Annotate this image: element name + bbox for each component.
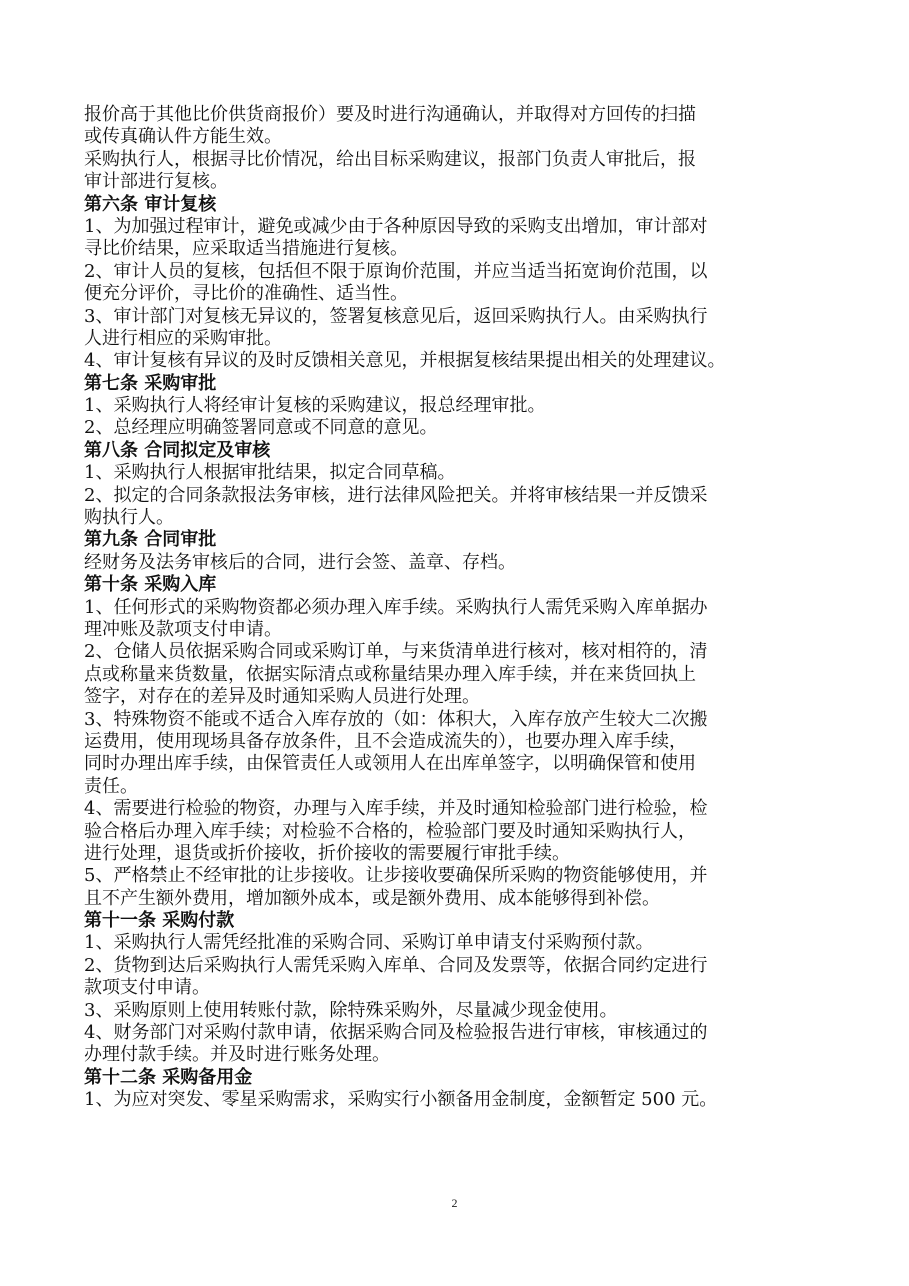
body-text-line: 报价高于其他比价供货商报价）要及时进行沟通确认，并取得对方回传的扫描 [84,104,696,125]
body-text-line: 2、总经理应明确签署同意或不同意的意见。 [84,417,438,439]
body-text-line: 理冲账及款项支付申请。 [84,618,282,640]
page-number: 2 [451,1196,458,1210]
section-heading: 第八条 合同拟定及审核 [84,439,271,461]
body-text-line: 1、采购执行人将经审计复核的采购建议，报总经理审批。 [84,395,546,417]
section-heading: 第七条 采购审批 [84,372,217,394]
body-text-line: 购执行人。 [84,507,174,529]
body-text-line: 签字，对存在的差异及时通知采购人员进行处理。 [84,686,480,708]
body-text-line: 2、拟定的合同条款报法务审核，进行法律风险把关。并将审核结果一并反馈采 [84,484,708,506]
body-text-line: 2、仓储人员依据采购合同或采购订单，与来货清单进行核对，核对相符的，清 [84,641,708,663]
body-text-line: 1、为加强过程审计，避免或减少由于各种原因导致的采购支出增加，审计部对 [84,215,708,237]
body-text-line: 3、采购原则上使用转账付款，除特殊采购外，尽量减少现金使用。 [84,999,618,1021]
body-text-line: 2、货物到达后采购执行人需凭采购入库单、合同及发票等，依据合同约定进行 [84,954,708,976]
body-text-line: 1、为应对突发、零星采购需求，采购实行小额备用金制度，金额暂定 500 元。 [84,1089,718,1111]
body-text-line: 便充分评价，寻比价的准确性、适当性。 [84,283,408,305]
body-text-line: 审计部进行复核。 [84,171,228,193]
body-text-line: 1、采购执行人需凭经批准的采购合同、采购订单申请支付采购预付款。 [84,932,654,954]
body-text-line: 经财务及法务审核后的合同，进行会签、盖章、存档。 [84,551,516,573]
body-text-line: 或传真确认件方能生效。 [84,126,282,148]
body-text-line: 3、特殊物资不能或不适合入库存放的（如：体积大，入库存放产生较大二次搬 [84,708,708,730]
body-text-line: 同时办理出库手续，由保管责任人或领用人在出库单签字，以明确保管和使用 [84,753,696,775]
body-text-line: 验合格后办理入库手续；对检验不合格的，检验部门要及时通知采购执行人， [84,820,696,842]
body-text-line: 4、财务部门对采购付款申请，依据采购合同及检验报告进行审核，审核通过的 [84,1022,708,1044]
body-text-line: 进行处理，退货或折价接收，折价接收的需要履行审批手续。 [84,842,570,864]
body-text-line: 1、采购执行人根据审批结果，拟定合同草稿。 [84,462,456,484]
section-heading: 第九条 合同审批 [84,529,217,551]
body-text-line: 寻比价结果，应采取适当措施进行复核。 [84,238,408,260]
body-text-line: 1、任何形式的采购物资都必须办理入库手续。采购执行人需凭采购入库单据办 [84,596,708,618]
body-text-line: 2、审计人员的复核，包括但不限于原询价范围，并应当适当拓宽询价范围，以 [84,260,708,282]
body-text-line: 4、需要进行检验的物资，办理与入库手续，并及时通知检验部门进行检验，检 [84,798,708,820]
section-heading: 第六条 审计复核 [84,193,217,215]
body-text-line: 4、审计复核有异议的及时反馈相关意见，并根据复核结果提出相关的处理建议。 [84,350,726,372]
body-text-line: 采购执行人，根据寻比价情况，给出目标采购建议，报部门负责人审批后，报 [84,148,696,170]
body-text-line: 点或称量来货数量，依据实际清点或称量结果办理入库手续，并在来货回执上 [84,663,696,685]
body-text-line: 办理付款手续。并及时进行账务处理。 [84,1044,390,1066]
body-text-line: 且不产生额外费用，增加额外成本，或是额外费用、成本能够得到补偿。 [84,887,660,909]
section-heading: 第十二条 采购备用金 [84,1066,253,1088]
body-text-line: 3、审计部门对复核无异议的，签署复核意见后，返回采购执行人。由采购执行 [84,305,708,327]
section-heading: 第十条 采购入库 [84,574,217,596]
body-text-line: 人进行相应的采购审批。 [84,327,282,349]
body-text-line: 5、严格禁止不经审批的让步接收。让步接收要确保所采购的物资能够使用，并 [84,865,708,887]
body-text-line: 运费用，使用现场具备存放条件，且不会造成流失的），也要办理入库手续， [84,730,687,752]
body-text-line: 责任。 [84,775,138,797]
section-heading: 第十一条 采购付款 [84,910,235,932]
document-body [84,104,834,1112]
body-text-line: 款项支付申请。 [84,977,210,999]
